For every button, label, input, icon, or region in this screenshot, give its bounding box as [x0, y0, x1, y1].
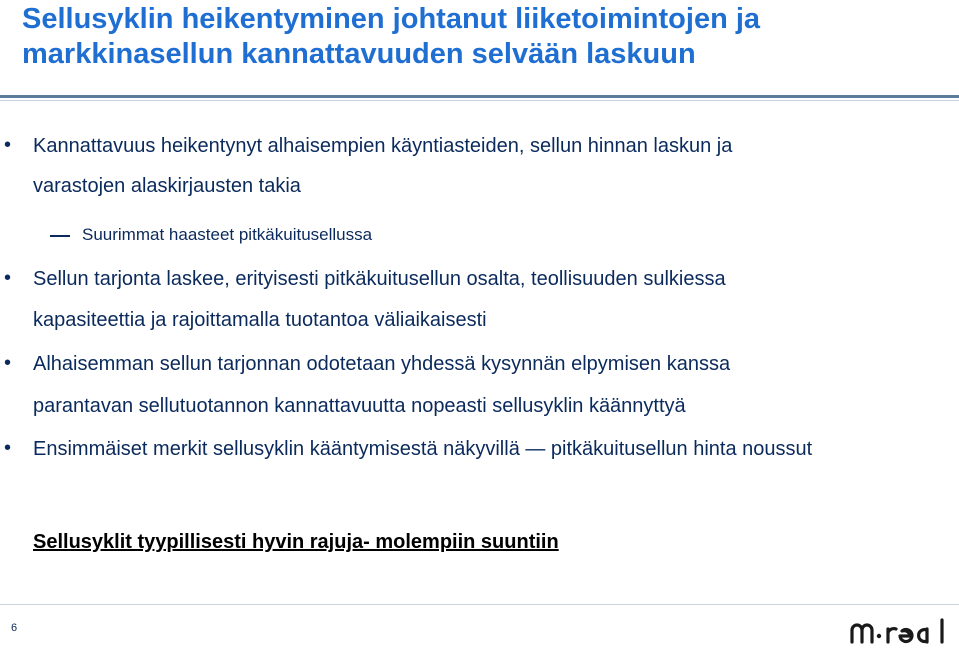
bullet-marker: •	[4, 267, 12, 289]
bullet-2-line-1: Sellun tarjonta laskee, erityisesti pitkäkuitusellun osalta, teollisuuden sulkiessa	[33, 268, 726, 290]
bullet-2-line-2: kapasiteettia ja rajoittamalla tuotantoa väliaikaisesti	[33, 309, 487, 331]
bullet-1-line-1: Kannattavuus heikentynyt alhaisempien käyntiasteiden, sellun hinnan laskun ja	[33, 135, 733, 157]
bullet-marker: •	[4, 134, 12, 156]
mreal-logo	[848, 616, 958, 646]
bullet-4-line-1: Ensimmäiset merkit sellusyklin kääntymisestä näkyvillä — pitkäkuitusellun hinta noussut	[33, 438, 813, 460]
title-divider	[0, 95, 959, 98]
sub-bullet-text: Suurimmat haasteet pitkäkuitusellussa	[82, 225, 373, 244]
bullet-1-line-2: varastojen alaskirjausten takia	[33, 175, 301, 197]
bullet-3-line-1: Alhaisemman sellun tarjonnan odotetaan yhdessä kysynnän elpymisen kanssa	[33, 353, 731, 375]
page-number: 6	[11, 622, 18, 634]
bullet-marker: •	[4, 352, 12, 374]
bullet-marker: •	[4, 437, 12, 459]
footer-divider	[0, 604, 959, 605]
sub-bullet-dash	[50, 235, 70, 237]
title-divider-thin	[0, 100, 959, 101]
bullet-3-line-2: parantavan sellutuotannon kannattavuutta nopeasti sellusyklin käännyttyä	[33, 395, 686, 417]
slide-title	[22, 2, 942, 72]
emphasis-statement: Sellusyklit tyypillisesti hyvin rajuja- molempiin suuntiin	[33, 531, 559, 553]
slide-title-line-1: Sellusyklin heikentyminen johtanut liiketoimintojen ja	[22, 3, 761, 35]
slide-title-line-2: markkinasellun kannattavuuden selvään laskuun	[22, 38, 696, 70]
